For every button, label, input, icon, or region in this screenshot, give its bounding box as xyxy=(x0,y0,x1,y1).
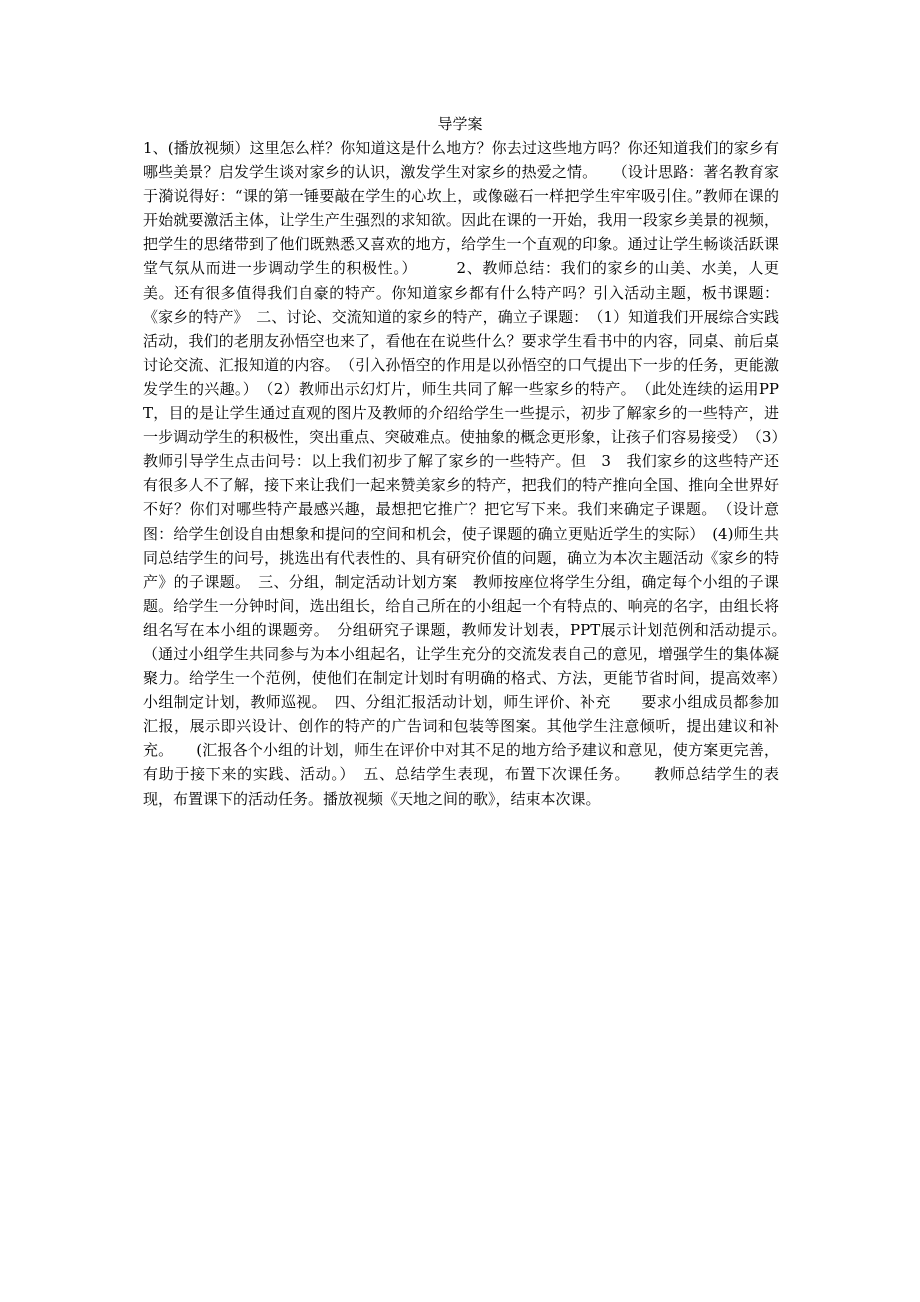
document-title: 导学案 xyxy=(437,115,483,133)
document-body: 1、(播放视频）这里怎么样？你知道这是什么地方？你去过这些地方吗？你还知道我们的家乡有哪些美景？启发学生谈对家乡的认识，激发学生对家乡的热爱之情。 （设计思路：著名教育家于漪说得好：“课的第一锤要敲在学生的心坎上，或像磁石一样把学生牢牢吸引住。”教师在课的开始就要激活主体，让学生产生强烈的求知欲。因此在课的一开始，我用一段家乡美景的视频，把学生的思绪带到了他们既熟悉又喜欢的地方，给学生一个直观的印象。通过让学生畅谈活跃课堂气氛从而进一步调动学生的积极性。） 2、教师总结：我们的家乡的山美、水美，人更美。还有很多值得我们自豪的特产。你知道家乡都有什么特产吗？引入活动主题，板书课题：《家乡的特产》 二、讨论、交流知道的家乡的特产，确立子课题： （1）知道我们开展综合实践活动，我们的老朋友孙悟空也来了，看他在在说些什么？要求学生看书中的内容，同桌、前后桌讨论交流、汇报知道的内容。 （引入孙悟空的作用是以孙悟空的口气提出下一步的任务，更能激发学生的兴趣。） （2）教师出示幻灯片，师生共同了解一些家乡的特产。 （此处连续的运用PPT，目的是让学生通过直观的图片及教师的介绍给学生一些提示，初步了解家乡的一些特产，进一步调动学生的积极性，突出重点、突破难点。使抽象的概念更形象，让孩子们容易接受） （3）教师引导学生点击问号：以上我们初步了解了家乡的一些特产。但 3 我们家乡的这些特产还有很多人不了解，接下来让我们一起来赞美家乡的特产，把我们的特产推向全国、推向全世界好不好？你们对哪些特产最感兴趣，最想把它推广？把它写下来。我们来确定子课题。 （设计意图：给学生创设自由想象和提问的空间和机会，使子课题的确立更贴近学生的实际） (4)师生共同总结学生的问号，挑选出有代表性的、具有研究价值的问题，确立为本次主题活动《家乡的特产》的子课题。 三、分组，制定活动计划方案 教师按座位将学生分组，确定每个小组的子课题。给学生一分钟时间，选出组长，给自己所在的小组起一个有特点的、响亮的名字，由组长将组名写在本小组的课题旁。 分组研究子课题，教师发计划表，PPT展示计划范例和活动提示。 （通过小组学生共同参与为本小组起名，让学生充分的交流发表自己的意见，增强学生的集体凝聚力。给学生一个范例，使他们在制定计划时有明确的格式、方法，更能节省时间，提高效率） 小组制定计划，教师巡视。 四、分组汇报活动计划，师生评价、补充 要求小组成员都参加汇报，展示即兴设计、创作的特产的广告词和包装等图案。其他学生注意倾听，提出建议和补充。 (汇报各个小组的计划，师生在评价中对其不足的地方给予建议和意见，使方案更完善，有助于接下来的实践、活动。） 五、总结学生表现，布置下次课任务。 教师总结学生的表现，布置课下的活动任务。播放视频《天地之间的歌》，结束本次课。 xyxy=(143,139,810,808)
